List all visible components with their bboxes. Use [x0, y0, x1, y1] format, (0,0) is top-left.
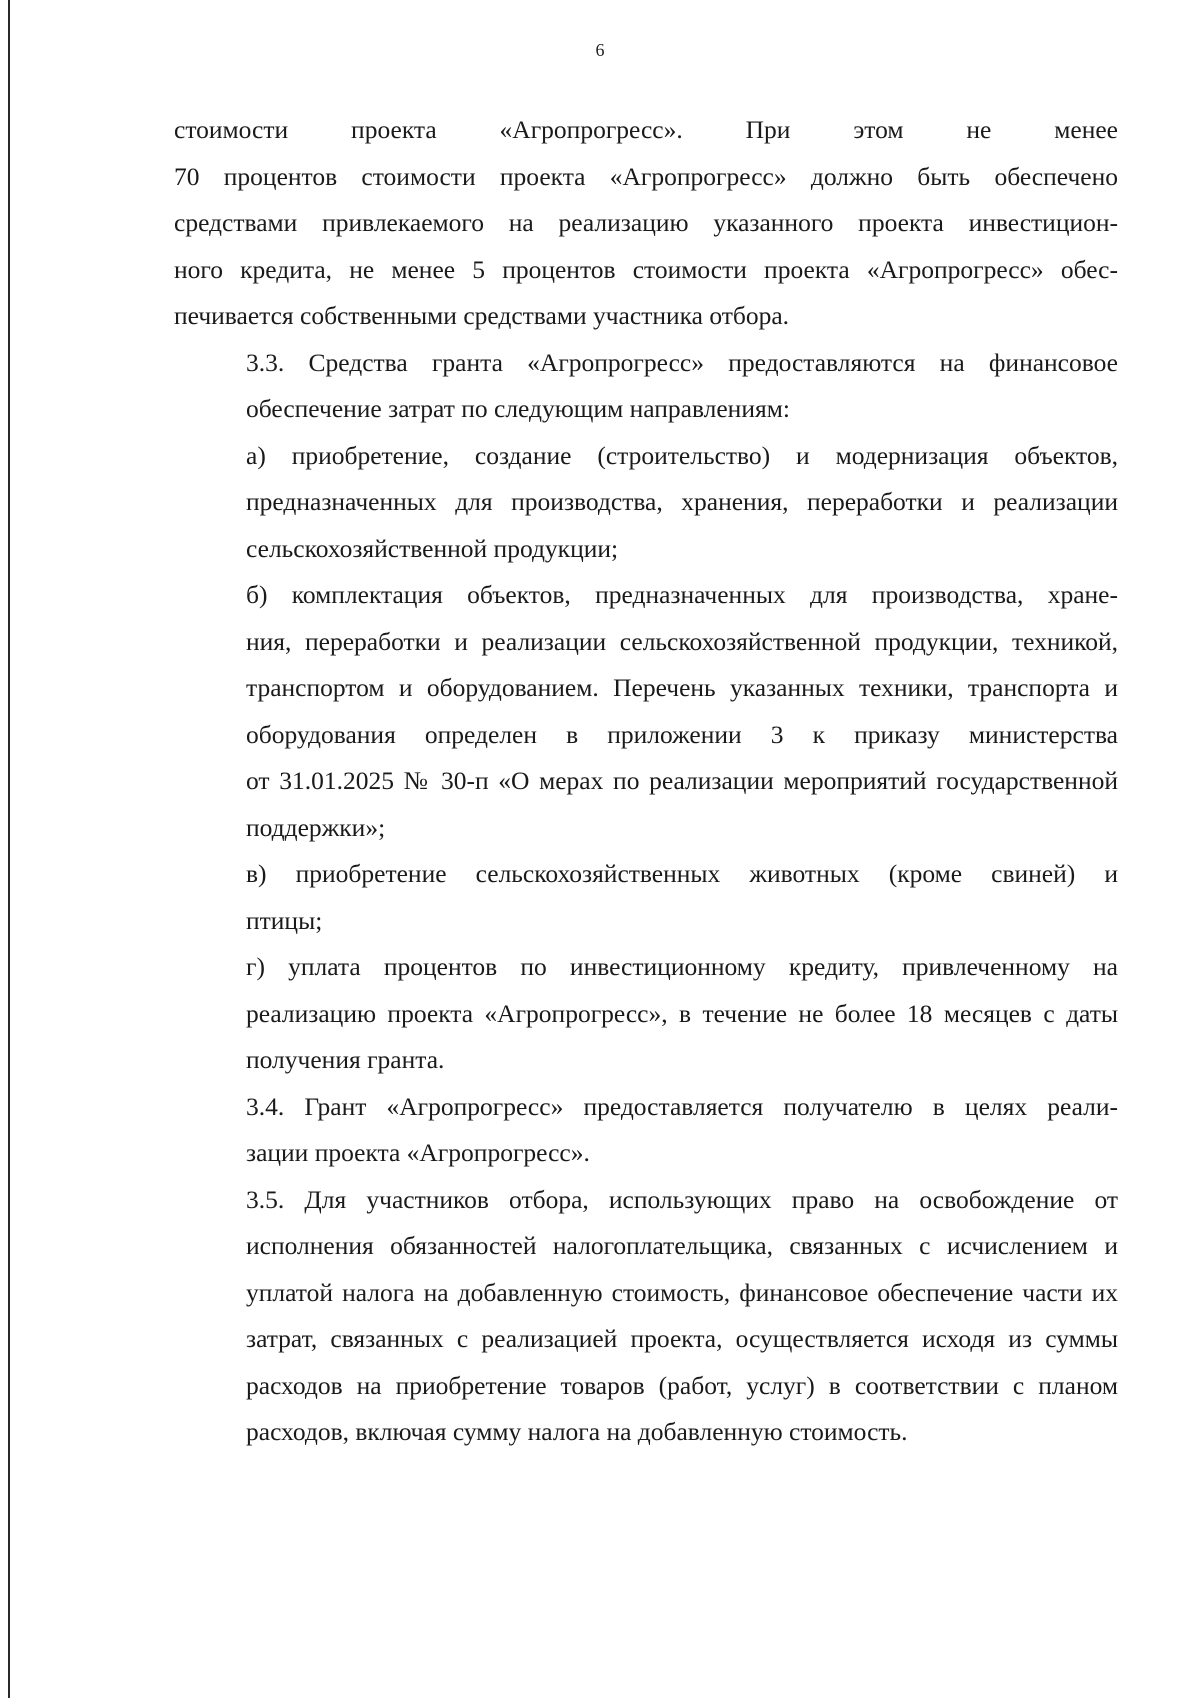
text-line: от 31.01.2025 № 30-п «О мерах по реализации мероприятий государственной	[246, 766, 1118, 795]
text-line: получения гранта.	[246, 1045, 445, 1074]
text-line: птицы;	[246, 905, 323, 935]
paragraph	[174, 107, 1118, 340]
text-line: в) приобретение сельскохозяйственных животных (кроме свиней) и	[246, 859, 1118, 888]
paragraph	[174, 433, 1118, 573]
paragraph	[174, 851, 1118, 944]
text-line: оборудования определен в приложении 3 к приказу министерства	[246, 719, 1118, 749]
text-line: 3.5. Для участников отбора, использующих право на освобождение от	[246, 1184, 1118, 1214]
text-line: 3.3. Средства гранта «Агропрогресс» предоставляются на финансовое	[246, 347, 1118, 377]
text-line: б) комплектация объектов, предназначенных для производства, хране-	[246, 580, 1118, 609]
text-line: расходов, включая сумму налога на добавленную стоимость.	[246, 1417, 908, 1446]
paragraph	[174, 340, 1118, 433]
text-line: реализацию проекта «Агропрогресс», в течение не более 18 месяцев с даты	[246, 998, 1118, 1028]
paragraph	[174, 1084, 1118, 1177]
text-line: обеспечение затрат по следующим направлениям:	[246, 394, 790, 423]
text-line: затрат, связанных с реализацией проекта, осуществляется исходя из суммы	[246, 1324, 1118, 1353]
paragraph	[174, 944, 1118, 1084]
text-line: уплатой налога на добавленную стоимость, финансовое обеспечение части их	[246, 1277, 1118, 1307]
text-line: поддержки»;	[246, 812, 386, 842]
text-line: ного кредита, не менее 5 процентов стоимости проекта «Агропрогресс» обес-	[174, 254, 1118, 284]
text-line: сельскохозяйственной продукции;	[246, 533, 619, 563]
text-line: печивается собственными средствами участника отбора.	[174, 301, 790, 330]
text-line: средствами привлекаемого на реализацию указанного проекта инвестицион-	[174, 208, 1118, 237]
page-number: 6	[595, 40, 605, 60]
text-line: стоимости проекта «Агропрогресс». При этом не менее	[174, 115, 1118, 144]
text-line: предназначенных для производства, хранения, переработки и реализации	[246, 487, 1118, 516]
text-line: зации проекта «Агропрогресс».	[246, 1138, 590, 1167]
text-line: 3.4. Грант «Агропрогресс» предоставляется получателю в целях реали-	[246, 1091, 1118, 1121]
paragraph	[174, 1177, 1118, 1456]
document-body	[174, 107, 1118, 1456]
text-line: транспортом и оборудованием. Перечень указанных техники, транспорта и	[246, 673, 1118, 702]
scan-edge-line	[8, 0, 10, 1698]
text-line: ния, переработки и реализации сельскохозяйственной продукции, техникой,	[246, 626, 1118, 656]
text-line: исполнения обязанностей налогоплательщика, связанных с исчислением и	[246, 1231, 1118, 1260]
text-line: а) приобретение, создание (строительство) и модернизация объектов,	[246, 440, 1118, 470]
text-line: расходов на приобретение товаров (работ, услуг) в соответствии с планом	[246, 1370, 1118, 1400]
text-line: 70 процентов стоимости проекта «Агропрогресс» должно быть обеспечено	[174, 161, 1118, 191]
text-line: г) уплата процентов по инвестиционному кредиту, привлеченному на	[246, 952, 1118, 981]
paragraph	[174, 572, 1118, 851]
